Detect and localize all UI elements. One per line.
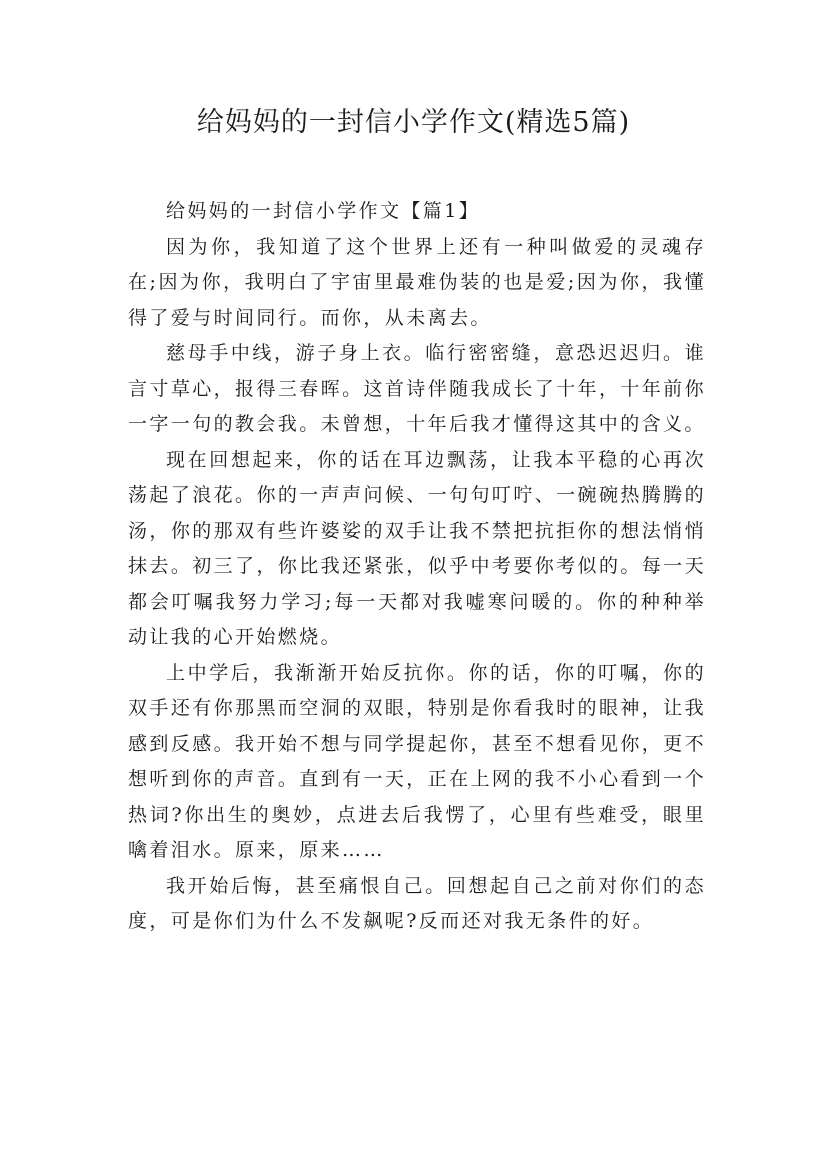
paragraph: 现在回想起来，你的话在耳边飘荡，让我本平稳的心再次荡起了浪花。你的一声声问候、一句句叮咛、一碗碗热腾腾的汤，你的那双有些许婆娑的双手让我不禁把抗拒你的想法悄悄抹去。初三了，你比我还紧张，似乎中考要你考似的。每一天都会叮嘱我努力学习;每一天都对我嘘寒问暖的。你的种种举动让我的心开始燃烧。 [128,448,706,648]
paragraph: 慈母手中线，游子身上衣。临行密密缝，意恐迟迟归。谁言寸草心，报得三春晖。这首诗伴随我成长了十年，十年前你一字一句的教会我。未曾想，十年后我才懂得这其中的含义。 [128,342,706,435]
article-body [128,194,706,940]
paragraph: 上中学后，我渐渐开始反抗你。你的话，你的叮嘱，你的双手还有你那黑而空洞的双眼，特别是你看我时的眼神，让我感到反感。我开始不想与同学提起你，甚至不想看见你，更不想听到你的声音。直到有一天，正在上网的我不小心看到一个热词?你出生的奥妙，点进去后我愣了，心里有些难受，眼里噙着泪水。原来，原来…… [128,661,706,861]
paragraph: 因为你，我知道了这个世界上还有一种叫做爱的灵魂存在;因为你，我明白了宇宙里最难伪装的也是爱;因为你，我懂得了爱与时间同行。而你，从未离去。 [128,235,706,329]
paragraph: 我开始后悔，甚至痛恨自己。回想起自己之前对你们的态度，可是你们为什么不发飙呢?反而还对我无条件的好。 [128,874,706,932]
page-title: 给妈妈的一封信小学作文(精选5篇) [196,107,631,138]
section-heading: 给妈妈的一封信小学作文【篇1】 [166,200,481,222]
